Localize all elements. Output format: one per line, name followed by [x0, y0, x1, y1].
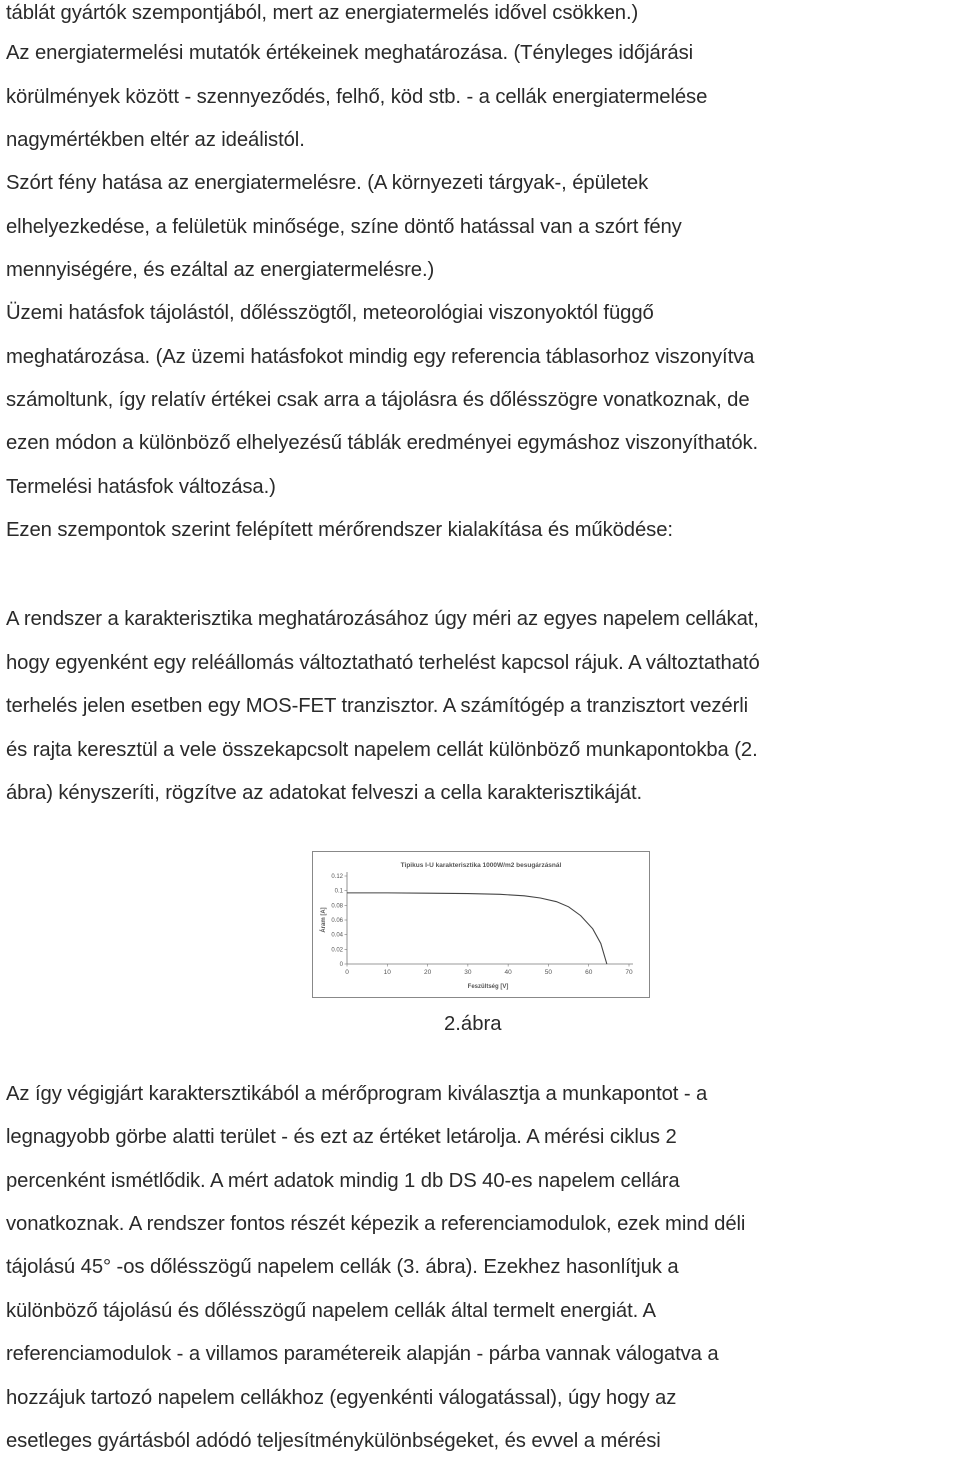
iv-curve-line — [347, 893, 607, 964]
y-tick-label: 0.02 — [331, 947, 343, 954]
x-tick-label: 0 — [345, 969, 349, 976]
text-line: számoltunk, így relatív értékei csak arra a tájolásra és dőlésszögre vonatkoznak, de — [6, 389, 750, 411]
text-line: referenciamodulok - a villamos paramétereik alapján - párba vannak válogatva a — [6, 1343, 719, 1365]
text-line: táblát gyártók szempontjából, mert az energiatermelés idővel csökken.) — [6, 2, 639, 24]
text-line: tájolású 45° -os dőlésszögű napelem cellák (3. ábra). Ezekhez hasonlítjuk a — [6, 1256, 679, 1278]
x-tick-label: 40 — [504, 969, 512, 976]
text-line: hozzájuk tartozó napelem cellákhoz (egyenkénti válogatással), úgy hogy az — [6, 1387, 677, 1409]
text-line: Üzemi hatásfok tájolástól, dőlésszögtől, meteorológiai viszonyoktól függő — [6, 302, 654, 324]
text-line: terhelés jelen esetben egy MOS-FET tranzisztor. A számítógép a tranzisztort vezérli — [6, 695, 749, 717]
text-line: ábra) kényszeríti, rögzítve az adatokat felveszi a cella karakterisztikáját. — [6, 782, 643, 804]
text-line: vonatkoznak. A rendszer fontos részét képezik a referenciamodulok, ezek mind déli — [6, 1213, 746, 1235]
y-tick-label: 0.12 — [331, 874, 343, 880]
text-line: ezen módon a különböző elhelyezésű táblák eredményei egymáshoz viszonyíthatók. — [6, 432, 759, 454]
text-line: hogy egyenként egy reléállomás változtatható terhelést kapcsol rájuk. A változtatható — [6, 652, 760, 674]
y-tick-label: 0.08 — [331, 903, 343, 910]
text-line: és rajta keresztül a vele összekapcsolt napelem cellát különböző munkapontokba (2. — [6, 739, 758, 761]
text-line: elhelyezkedése, a felületük minősége, színe döntő hatással van a szórt fény — [6, 216, 682, 238]
x-tick-label: 50 — [544, 969, 553, 976]
text-line: meghatározása. (Az üzemi hatásfokot mindig egy referencia táblasorhoz viszonyítva — [6, 346, 755, 368]
text-line: Szórt fény hatása az energiatermelésre. (A környezeti tárgyak-, épületek — [6, 172, 649, 194]
chart-y-axis-label: Áram [A] — [321, 907, 327, 933]
x-tick-label: 10 — [383, 969, 391, 976]
y-tick-label: 0.06 — [331, 918, 343, 924]
text-line: Az energiatermelési mutatók értékeinek meghatározása. (Tényleges időjárási — [6, 42, 694, 64]
section-heading: Ezen szempontok szerint felépített mérőrendszer kialakítása és működése: — [6, 519, 673, 541]
text-line: percenként ismétlődik. A mért adatok mindig 1 db DS 40-es napelem cellára — [6, 1170, 680, 1192]
y-tick-label: 0 — [339, 962, 343, 968]
x-tick-label: 60 — [585, 969, 593, 976]
text-line: nagymértékben eltér az ideálistól. — [6, 129, 305, 151]
y-tick-label: 0.1 — [334, 888, 343, 895]
x-tick-label: 20 — [423, 969, 432, 976]
y-tick-label: 0.04 — [331, 932, 343, 939]
iv-chart — [313, 852, 649, 997]
x-tick-label: 30 — [464, 969, 472, 976]
text-line: Az így végigjárt karaktersztikából a mérőprogram kiválasztja a munkapontot - a — [6, 1083, 708, 1105]
text-line: körülmények között - szennyeződés, felhő, köd stb. - a cellák energiatermelése — [6, 86, 708, 108]
text-line: A rendszer a karakterisztika meghatározásához úgy méri az egyes napelem cellákat, — [6, 608, 759, 630]
chart-title: Tipikus I-U karakterisztika 1000W/m2 besugárzásnál — [400, 862, 562, 869]
chart-x-axis-label: Feszültség [V] — [467, 984, 509, 990]
iv-characteristic-figure — [312, 851, 650, 998]
text-line: mennyiségére, és ezáltal az energiatermelésre.) — [6, 259, 435, 281]
text-line: esetleges gyártásból adódó teljesítménykülönbségeket, és evvel a mérési — [6, 1430, 661, 1452]
x-tick-label: 70 — [625, 969, 633, 976]
text-line: legnagyobb görbe alatti terület - és ezt az értéket letárolja. A mérési ciklus 2 — [6, 1126, 677, 1148]
text-line: Termelési hatásfok változása.) — [6, 476, 276, 498]
figure-caption: 2.ábra — [444, 1013, 502, 1035]
text-line: különböző tájolású és dőlésszögű napelem cellák által termelt energiát. A — [6, 1300, 656, 1322]
